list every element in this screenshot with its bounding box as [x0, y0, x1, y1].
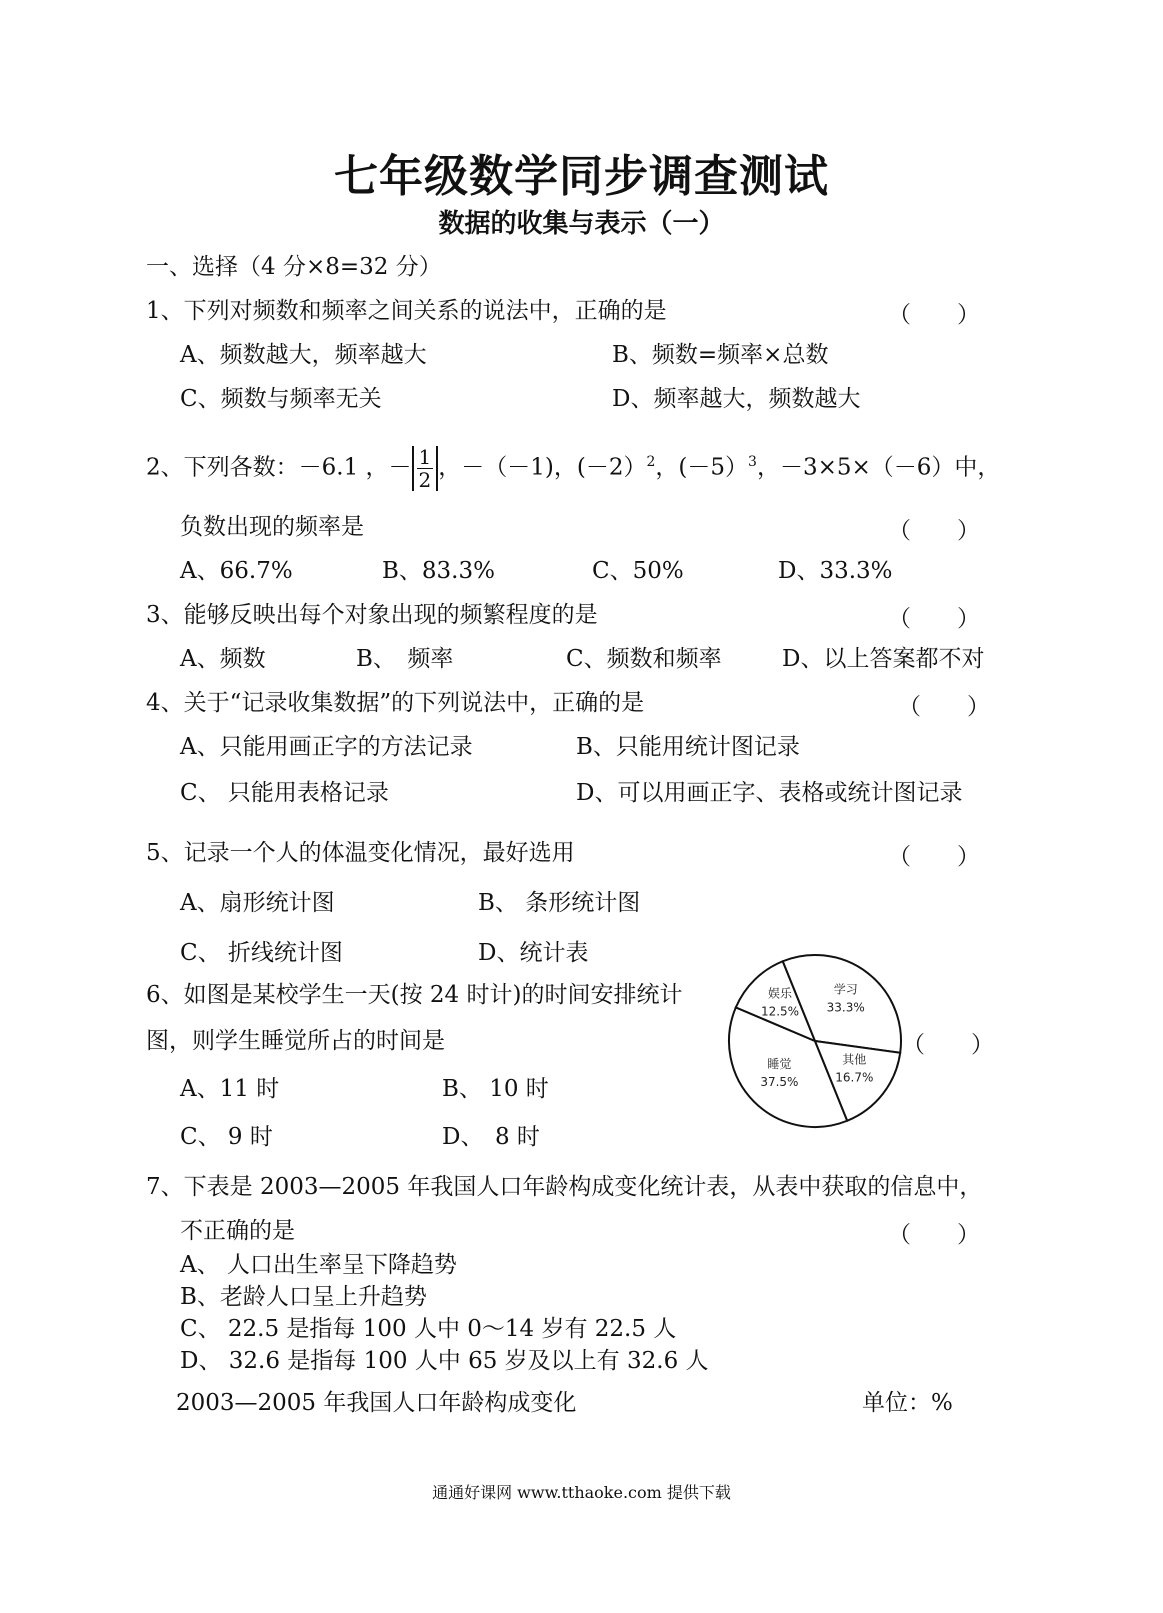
answer-blank: （ ） [902, 1032, 994, 1058]
question-3-stem: 3、能够反映出每个对象出现的频繁程度的是 [146, 602, 598, 628]
q1-option-c: C、频数与频率无关 [180, 386, 382, 412]
answer-blank: （ ） [888, 844, 980, 870]
q3-option-b: B、 频率 [356, 646, 454, 672]
q2-option-a: A、66.7% [180, 558, 293, 584]
question-4-stem: 4、关于“记录收集数据”的下列说法中，正确的是 [146, 690, 645, 716]
pie-value-study: 33.3% [826, 1000, 865, 1015]
q5-option-c: C、 折线统计图 [180, 940, 343, 966]
question-1-stem: 1、下列对频数和频率之间关系的说法中，正确的是 [146, 298, 667, 324]
q6-option-d: D、 8 时 [442, 1124, 540, 1150]
q1-option-d: D、频率越大，频数越大 [612, 386, 861, 412]
q1-option-b: B、频数=频率×总数 [612, 342, 829, 368]
q3-option-d: D、以上答案都不对 [782, 646, 985, 672]
page-title: 七年级数学同步调查测试 [334, 151, 829, 202]
answer-blank: （ ） [898, 694, 990, 720]
q3-option-a: A、频数 [180, 646, 266, 672]
answer-blank: （ ） [888, 1222, 980, 1248]
q4-option-b: B、只能用统计图记录 [576, 734, 800, 760]
q5-option-b: B、 条形统计图 [478, 890, 641, 916]
pie-value-other: 16.7% [835, 1070, 874, 1085]
fraction-numerator: 1 [418, 445, 432, 469]
q4-option-d: D、可以用画正字、表格或统计图记录 [576, 780, 963, 806]
q2-stem-end: ，－3×5×（－6）中， [756, 454, 1001, 481]
pie-label-leisure: 娱乐 [767, 986, 793, 1001]
section-heading: 一、选择（4 分×8=32 分） [146, 254, 442, 280]
q7-option-d: D、 32.6 是指每 100 人中 65 岁及以上有 32.6 人 [180, 1348, 709, 1374]
q4-option-a: A、只能用画正字的方法记录 [180, 734, 473, 760]
pie-slices [729, 955, 901, 1127]
exponent-1: 2 [646, 453, 656, 470]
pie-value-sleep: 37.5% [760, 1075, 799, 1089]
answer-blank: （ ） [888, 606, 980, 632]
pie-label-sleep: 睡觉 [767, 1057, 792, 1071]
exponent-2: 3 [748, 453, 757, 470]
answer-blank: （ ） [888, 518, 980, 544]
footer-credit: 通通好课网 www.tthaoke.com 提供下载 [432, 1483, 731, 1502]
pie-label-study: 学习 [833, 982, 858, 997]
q6-option-a: A、11 时 [180, 1076, 280, 1102]
question-7-stem-2: 不正确的是 [180, 1218, 295, 1244]
pie-value-leisure: 12.5% [760, 1004, 800, 1019]
question-2-stem [146, 446, 1000, 491]
q5-option-a: A、扇形统计图 [180, 890, 335, 916]
q7-option-a: A、 人口出生率呈下降趋势 [180, 1252, 457, 1278]
q2-option-d: D、33.3% [778, 558, 893, 584]
q2-option-c: C、50% [592, 558, 684, 584]
page-subtitle: 数据的收集与表示（一） [438, 209, 725, 239]
question-5-stem: 5、记录一个人的体温变化情况，最好选用 [146, 840, 575, 866]
q2-stem-mid2: ，(－5） [655, 454, 749, 481]
pie-label-other: 其他 [842, 1052, 867, 1067]
table-unit: 单位：% [862, 1390, 953, 1416]
q2-stem-start: 2、下列各数：－6.1 ，－ [146, 454, 412, 481]
q6-option-c: C、 9 时 [180, 1124, 273, 1150]
q3-option-c: C、频数和频率 [566, 646, 722, 672]
answer-blank: （ ） [888, 302, 980, 328]
q2-stem-mid1: ，－（－1)，(－2） [438, 454, 647, 481]
pie-chart [720, 946, 910, 1136]
q2-option-b: B、83.3% [382, 558, 495, 584]
q4-option-c: C、 只能用表格记录 [180, 780, 389, 806]
question-2-stem-2: 负数出现的频率是 [180, 514, 364, 540]
q7-option-c: C、 22.5 是指每 100 人中 0～14 岁有 22.5 人 [180, 1316, 677, 1342]
q7-option-b: B、老龄人口呈上升趋势 [180, 1284, 427, 1310]
fraction-abs [412, 446, 439, 491]
q5-option-d: D、统计表 [478, 940, 589, 966]
question-6-stem: 6、如图是某校学生一天(按 24 时计)的时间安排统计 [146, 982, 683, 1008]
question-7-stem: 7、下表是 2003—2005 年我国人口年龄构成变化统计表，从表中获取的信息中， [146, 1174, 983, 1200]
q6-option-b: B、 10 时 [442, 1076, 549, 1102]
table-title: 2003—2005 年我国人口年龄构成变化 [176, 1390, 577, 1416]
fraction-denominator: 2 [418, 468, 432, 492]
q1-option-a: A、频数越大，频率越大 [180, 342, 427, 368]
question-6-stem-2: 图，则学生睡觉所占的时间是 [146, 1028, 445, 1054]
